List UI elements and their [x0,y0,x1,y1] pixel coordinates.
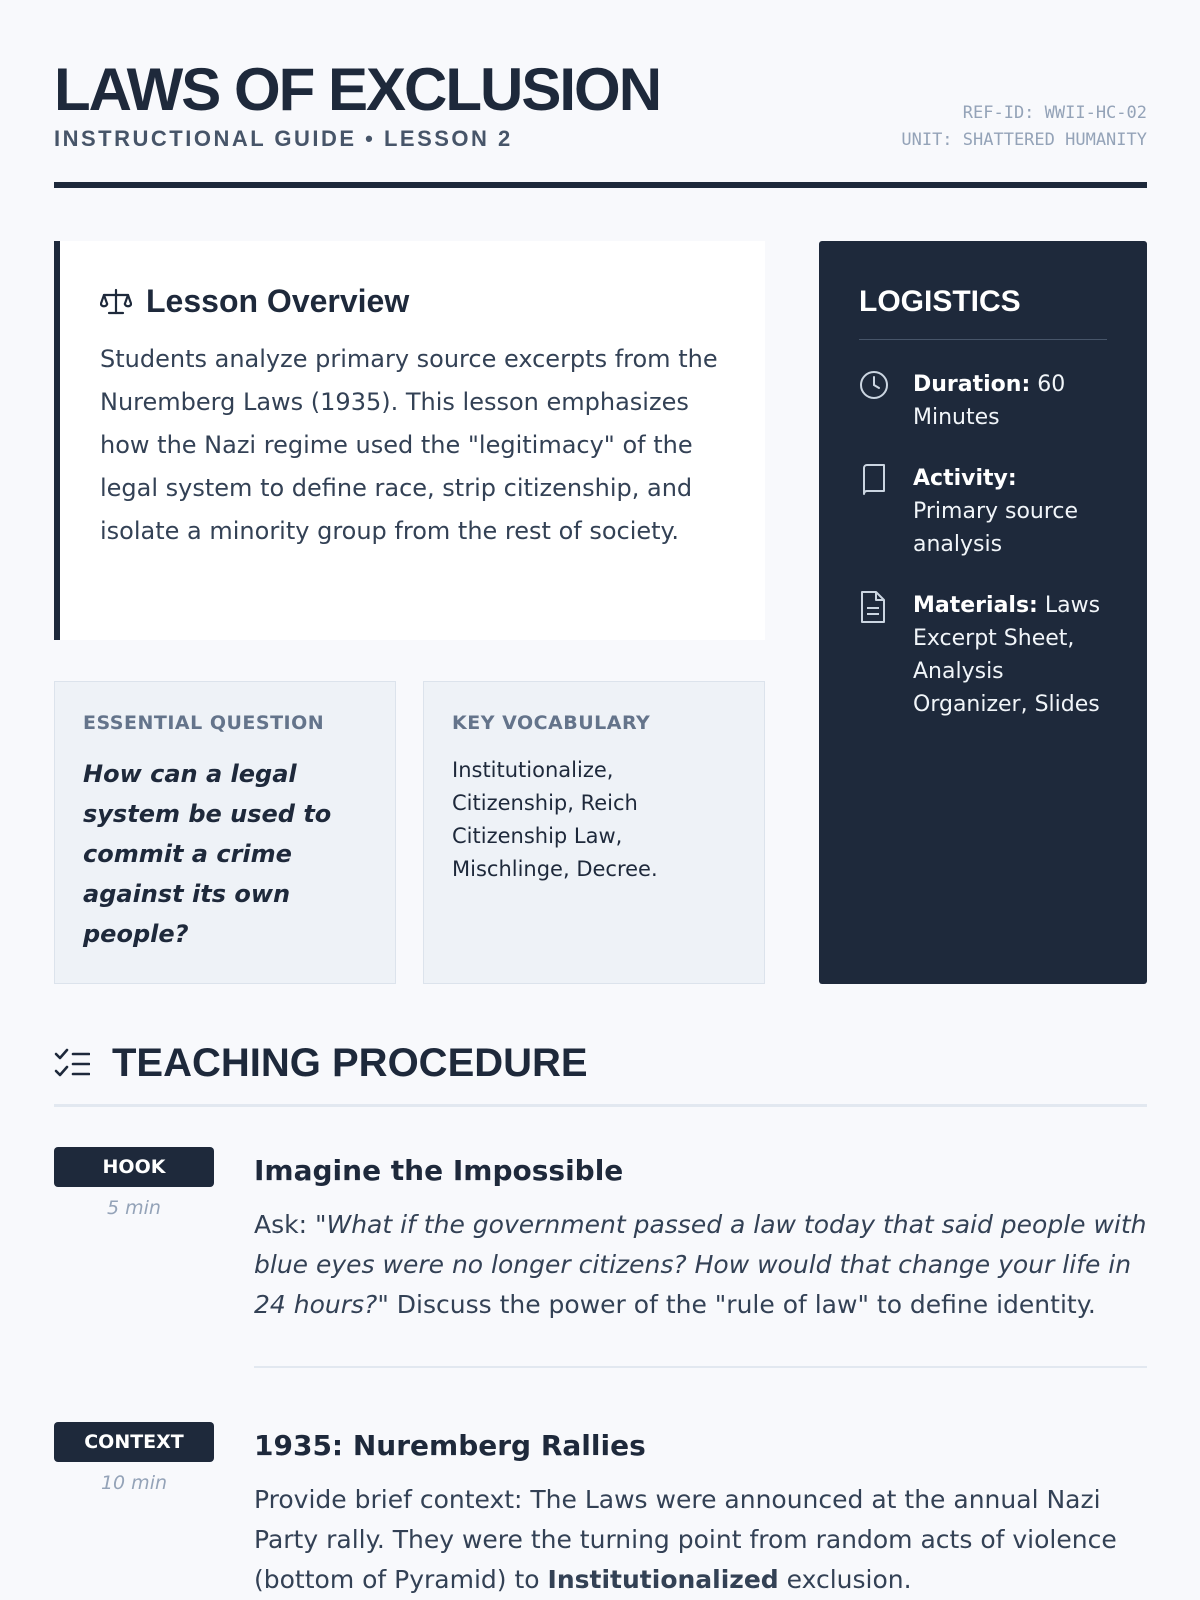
overview-title: Lesson Overview [146,283,410,319]
step-text-prefix: Ask: [254,1210,315,1239]
step-text-prefix: Provide brief context: The Laws were announced at the annual Nazi Party rally. They were the turning point from random acts of violence (bottom of Pyramid) to [254,1485,1117,1594]
logistics-title: LOGISTICS [859,285,1107,340]
step-text [254,1205,1147,1325]
clock-icon [859,370,889,400]
activity-value: Primary source analysis [913,499,1079,557]
step-text-suffix: exclusion. [778,1565,912,1594]
unit-label: UNIT: SHATTERED HUMANITY [901,130,1147,150]
key-vocabulary-card [423,681,765,984]
materials-value: Laws Excerpt Sheet, Analysis Organizer, Slides [913,593,1101,717]
duration-value: 60 Minutes [913,372,1066,430]
overview-text: Students analyze primary source excerpts from the Nuremberg Laws (1935). This lesson emphasizes how the Nazi regime used the "legitimacy" of the legal system to define race, strip citizenship, and isolate a minority group from the rest of society. [100,345,718,545]
essential-question-label: ESSENTIAL QUESTION [83,712,325,734]
book-icon [859,464,889,496]
page-title: LAWS OF EXCLUSION [54,56,661,123]
activity-label: Activity: [913,466,1017,491]
materials-label: Materials: [913,593,1038,618]
step-tag: HOOK [54,1147,214,1187]
procedure-title: TEACHING PROCEDURE [112,1041,588,1085]
reference-info [901,100,1147,154]
step-title: 1935: Nuremberg Rallies [254,1429,646,1462]
logistics-panel [819,241,1147,984]
step-text-bold: Institutionalized [547,1565,779,1594]
step-title: Imagine the Impossible [254,1154,624,1187]
document-icon [859,591,887,623]
step-divider [254,1366,1147,1368]
logistics-item-duration [859,368,1107,434]
step-tag: CONTEXT [54,1422,214,1462]
essential-question-card [54,681,396,984]
ref-id: REF-ID: WWII-HC-02 [962,103,1147,123]
overview-heading [100,283,725,320]
procedure-header [54,1038,1147,1107]
essential-question-text: How can a legal system be used to commit a crime against its own people? [83,760,332,948]
step-duration: 5 min [107,1197,161,1219]
lesson-overview-card [54,241,765,640]
step-text [254,1480,1147,1600]
key-vocabulary-text: Institutionalize, Citizenship, Reich Citizenship Law, Mischlinge, Decree. [452,758,658,881]
step-duration: 10 min [100,1472,168,1494]
logistics-item-materials [859,589,1107,721]
key-vocabulary-label: KEY VOCABULARY [452,712,651,734]
duration-label: Duration: [913,372,1031,397]
step-body [254,1147,1147,1325]
step-text-suffix: Discuss the power of the "rule of law" to define identity. [388,1290,1096,1319]
step-body [254,1422,1147,1600]
checklist-icon [54,1046,90,1082]
step-text-quote: "What if the government passed a law today that said people with blue eyes were no longer citizens? How would that change your life in 24 hours?" [254,1210,1147,1319]
scale-icon [100,288,132,316]
page-subtitle: INSTRUCTIONAL GUIDE • LESSON 2 [54,126,513,151]
page-header [54,58,1147,188]
logistics-item-activity [859,462,1107,561]
